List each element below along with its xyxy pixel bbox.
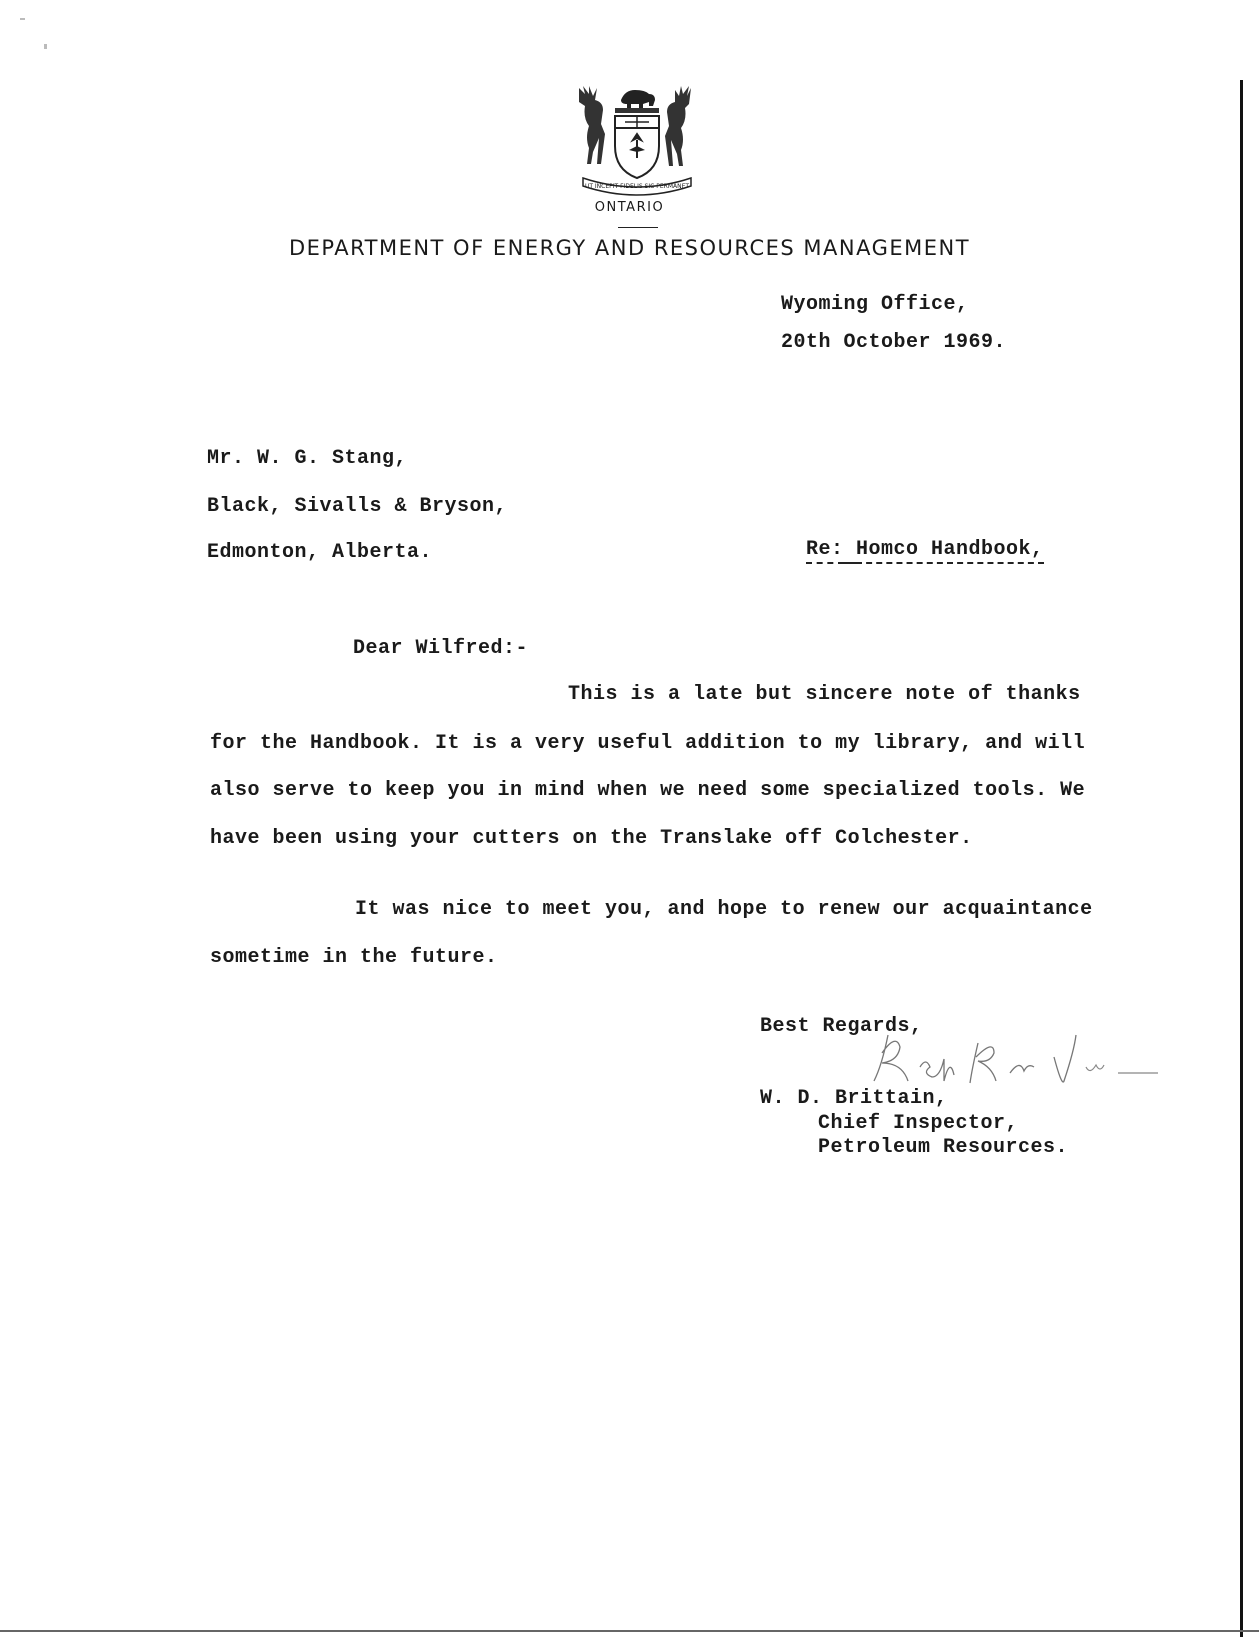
recipient-name: Mr. W. G. Stang, <box>207 447 408 470</box>
letter-date: 20th October 1969. <box>781 331 1007 354</box>
subject-spacer <box>844 538 857 564</box>
recipient-company: Black, Sivalls & Bryson, <box>207 495 508 518</box>
body-p1-line3: also serve to keep you in mind when we need some specialized tools. We <box>210 779 1086 802</box>
scan-speck <box>20 18 25 20</box>
scan-right-edge <box>1240 80 1243 1637</box>
body-p1-line1: This is a late but sincere note of thanks <box>568 683 1081 706</box>
body-p1-line2: for the Handbook. It is a very useful addition to my library, and will <box>210 732 1086 755</box>
salutation: Dear Wilfred:- <box>353 637 529 660</box>
body-p2-line2: sometime in the future. <box>210 946 498 969</box>
signatory-title: Chief Inspector, <box>818 1112 1019 1135</box>
sender-office: Wyoming Office, <box>781 293 969 316</box>
scan-bottom-edge <box>0 1630 1259 1632</box>
scan-speck <box>44 44 47 49</box>
subject-label: Re: <box>806 538 844 564</box>
subject-line <box>806 538 1044 561</box>
ontario-coat-of-arms-icon <box>573 82 701 197</box>
valediction: Best Regards, <box>760 1015 923 1038</box>
department-heading: DEPARTMENT OF ENERGY AND RESOURCES MANAGEMENT <box>288 236 971 260</box>
subject-text: Homco Handbook, <box>856 538 1044 564</box>
header-divider <box>618 227 658 228</box>
recipient-city: Edmonton, Alberta. <box>207 541 433 564</box>
signatory-name: W. D. Brittain, <box>760 1087 948 1110</box>
signatory-division: Petroleum Resources. <box>818 1136 1069 1159</box>
crest-motto: UT INCEPIT FIDELIS SIC PERMANET <box>584 183 690 190</box>
body-p2-line1: It was nice to meet you, and hope to renew our acquaintance <box>355 898 1093 921</box>
province-label: ONTARIO <box>594 200 665 215</box>
body-p1-line4: have been using your cutters on the Translake off Colchester. <box>210 827 973 850</box>
